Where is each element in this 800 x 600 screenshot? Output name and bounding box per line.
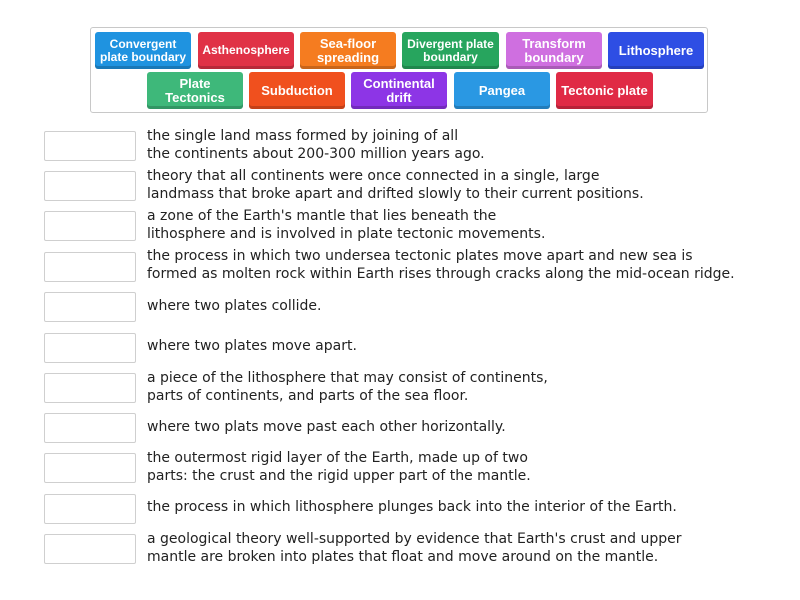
answer-box[interactable] xyxy=(44,453,136,483)
tile-tectonic-plate[interactable]: Tectonic plate xyxy=(556,72,653,109)
answer-box[interactable] xyxy=(44,292,136,322)
tile-subduction[interactable]: Subduction xyxy=(249,72,345,109)
definition-text: theory that all continents were once connected in a single, large landmass that broke apart and drifted slowly to their current positions. xyxy=(147,168,644,202)
definition-text: a zone of the Earth's mantle that lies beneath the lithosphere and is involved in plate tectonic movements. xyxy=(147,208,546,242)
tile-sea-floor-spreading[interactable]: Sea-floor spreading xyxy=(300,32,396,69)
definition-text: the process in which two undersea tectonic plates move apart and new sea is formed as molten rock within Earth rises through cracks along the mid-ocean ridge. xyxy=(147,248,735,282)
definition-text: the single land mass formed by joining of all the continents about 200-300 million years ago. xyxy=(147,128,485,162)
definition-text: where two plates move apart. xyxy=(147,338,357,354)
tile-continental-drift[interactable]: Continental drift xyxy=(351,72,447,109)
tile-transform-boundary[interactable]: Transform boundary xyxy=(506,32,602,69)
answer-box[interactable] xyxy=(44,413,136,443)
tile-asthenosphere[interactable]: Asthenosphere xyxy=(198,32,294,69)
answer-box[interactable] xyxy=(44,171,136,201)
answer-box[interactable] xyxy=(44,211,136,241)
answer-box[interactable] xyxy=(44,131,136,161)
word-bank xyxy=(90,27,708,113)
tile-pangea[interactable]: Pangea xyxy=(454,72,550,109)
definition-text: the process in which lithosphere plunges back into the interior of the Earth. xyxy=(147,499,677,515)
definition-text: the outermost rigid layer of the Earth, made up of two parts: the crust and the rigid upper part of the mantle. xyxy=(147,450,531,484)
definition-text: where two plats move past each other horizontally. xyxy=(147,419,506,435)
definition-text: a geological theory well-supported by evidence that Earth's crust and upper mantle are broken into plates that float and move around on the mantle. xyxy=(147,531,682,565)
tile-plate-tectonics[interactable]: Plate Tectonics xyxy=(147,72,243,109)
tile-lithosphere[interactable]: Lithosphere xyxy=(608,32,704,69)
answer-box[interactable] xyxy=(44,494,136,524)
answer-box[interactable] xyxy=(44,534,136,564)
answer-box[interactable] xyxy=(44,333,136,363)
answer-box[interactable] xyxy=(44,252,136,282)
tile-divergent-plate-boundary[interactable]: Divergent plate boundary xyxy=(402,32,499,69)
answer-box[interactable] xyxy=(44,373,136,403)
definition-text: a piece of the lithosphere that may consist of continents, parts of continents, and parts of the sea floor. xyxy=(147,370,548,404)
definition-text: where two plates collide. xyxy=(147,298,322,314)
tile-convergent-plate-boundary[interactable]: Convergent plate boundary xyxy=(95,32,191,69)
